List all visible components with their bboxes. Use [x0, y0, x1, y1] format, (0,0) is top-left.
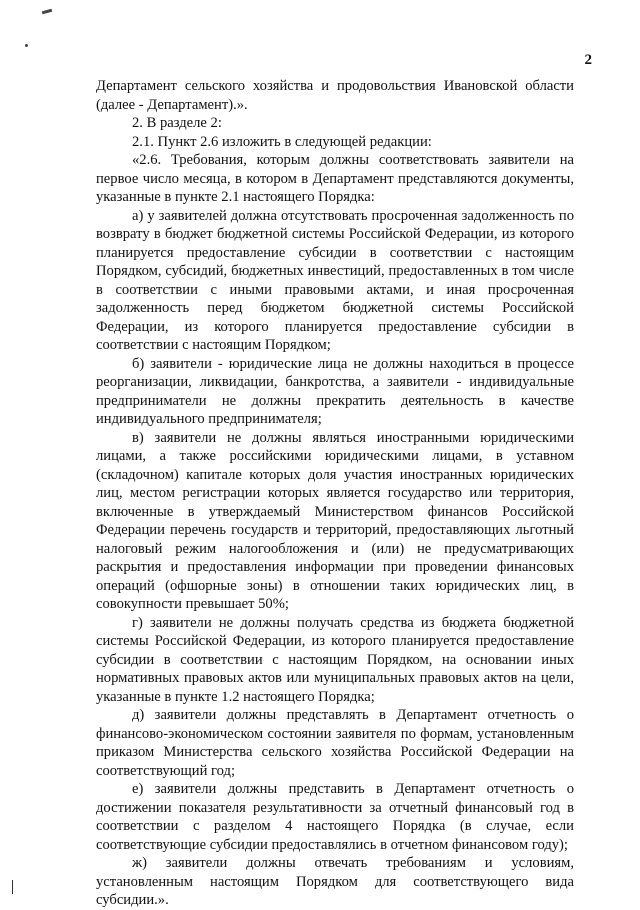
document-body	[96, 77, 574, 910]
scan-artifact	[25, 44, 28, 47]
paragraph-subitem-v: в) заявители не должны являться иностранными юридическими лицами, а также российскими юридическими лицами, в уставном (складочном) капитале которых доля участия иностранных юридических лиц, местом регистрации которых является государство или территория, включенные в утверждаемый Министерством финансов Российской Федерации перечень государств и территорий, предоставляющих льготный налоговый режим налогообложения и (или) не предусматривающих раскрытия и предоставления информации при проведении финансовых операций (офшорные зоны) в отношении таких юридических лиц, в совокупности превышает 50%;	[96, 429, 574, 612]
paragraph-subitem-b: б) заявители - юридические лица не должны находиться в процессе реорганизации, ликвидации, банкротства, а заявители - индивидуальные предприниматели не должны прекратить деятельность в качестве индивидуального предпринимателя;	[96, 355, 574, 427]
paragraph-subitem-a: а) у заявителей должна отсутствовать просроченная задолженность по возврату в бюджет бюджетной системы Российской Федерации, из которого планируется предоставление субсидии в соответствии с настоящим Порядком, субсидий, бюджетных инвестиций, предоставленных в том числе в соответствии с иными правовыми актами, и иная просроченная задолженность перед бюджетом бюджетной системы Российской Федерации, из которого планируется предоставление субсидии в соответствии с настоящим Порядком;	[96, 207, 574, 353]
scan-artifact	[42, 9, 52, 14]
page-number: 2	[584, 52, 592, 68]
paragraph-department: Департамент сельского хозяйства и продовольствия Ивановской области (далее - Департамент).».	[96, 78, 574, 113]
paragraph-subitem-g: г) заявители не должны получать средства из бюджета бюджетной системы Российской Федерации, из которого планируется предоставление субсидии в соответствии с настоящим Порядком, на основании иных нормативных правовых актов или муниципальных правовых актов на цели, указанные в пункте 1.2 настоящего Порядка;	[96, 614, 574, 705]
paragraph-subitem-e: е) заявители должны представить в Департамент отчетность о достижении показателя результативности за отчетный финансовый год в соответствии с разделом 4 настоящего Порядка (в случае, если соответствующие субсидии предоставлялись в отчетном финансовом году);	[96, 781, 574, 853]
scan-artifact	[12, 880, 13, 894]
paragraph-item-2-6: «2.6. Требования, которым должны соответствовать заявители на первое число месяца, в котором в Департамент представляются документы, указанные в пункте 2.1 настоящего Порядка:	[96, 152, 574, 205]
paragraph-subitem-d: д) заявители должны представлять в Департамент отчетность о финансово-экономическом состоянии заявителя по формам, установленным приказом Министерства сельского хозяйства Российской Федерации на соответствующий год;	[96, 707, 574, 779]
paragraph-subitem-zh: ж) заявители должны отвечать требованиям и условиям, установленным настоящим Порядком для соответствующего вида субсидии.».	[96, 855, 574, 908]
paragraph-section-2: 2. В разделе 2:	[132, 115, 222, 131]
paragraph-item-2-1: 2.1. Пункт 2.6 изложить в следующей редакции:	[132, 133, 432, 150]
